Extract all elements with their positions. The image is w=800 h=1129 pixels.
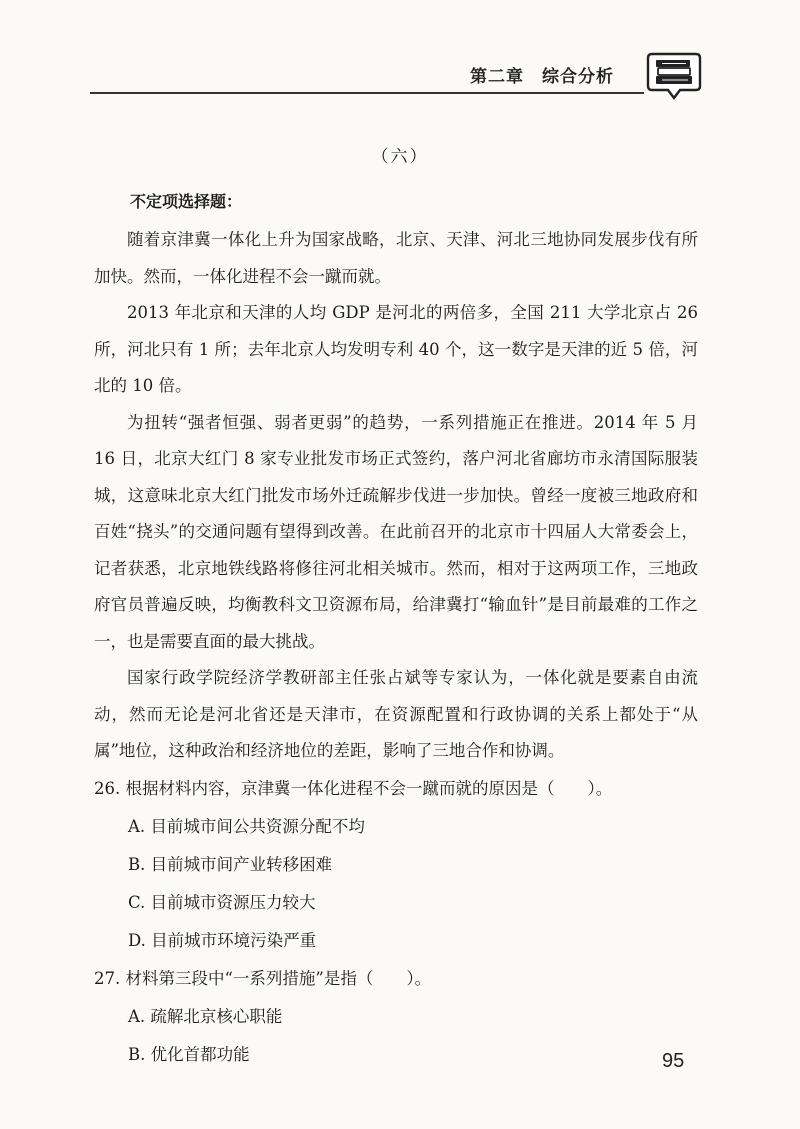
page-body [94,182,698,1074]
paragraph: 随着京津冀一体化上升为国家战略，北京、天津、河北三地协同发展步伐有所加快。然而，一体化进程不会一蹴而就。 [94,230,698,286]
page-number: 95 [662,1050,685,1072]
books-icon [646,50,702,100]
question-27-option-a: A. 疏解北京核心职能 [128,1006,283,1026]
section-title: （六） [371,147,429,167]
question-27-option-b: B. 优化首都功能 [128,1044,250,1064]
paragraph: 国家行政学院经济学教研部主任张占斌等专家认为，一体化就是要素自由流动，然而无论是河北省还是天津市，在资源配置和行政协调的关系上都处于“从属”地位，这种政治和经济地位的差距，影响了三地合作和协调。 [94,668,698,760]
question-27-stem: 27. 材料第三段中“一系列措施”是指（ ）。 [94,968,432,988]
question-26-option-b: B. 目前城市间产业转移困难 [128,854,333,874]
question-26-option-d: D. 目前城市环境污染严重 [128,930,317,950]
question-type-heading: 不定项选择题： [130,192,243,211]
question-26-option-a: A. 目前城市间公共资源分配不均 [128,816,365,836]
header-rule [90,92,644,94]
paragraph: 2013 年北京和天津的人均 GDP 是河北的两倍多，全国 211 大学北京占 26 所，河北只有 1 所；去年北京人均发明专利 40 个，这一数字是天津的近 5 倍，河北的 10 倍。 [94,303,698,395]
paragraph: 为扭转“强者恒强、弱者更弱”的趋势，一系列措施正在推进。2014 年 5 月 16 日，北京大红门 8 家专业批发市场正式签约，落户河北省廊坊市永清国际服装城，这意味北京大红门批发市场外迁疏解步伐进一步加快。曾经一度被三地政府和百姓“挠头”的交通问题有望得到改善。在此前召开的北京市十四届人大常委会上，记者获悉，北京地铁线路将修往河北相关城市。然而，相对于这两项工作，三地政府官员普遍反映，均衡教科文卫资源布局，给津冀打“输血针”是目前最难的工作之一，也是需要直面的最大挑战。 [94,412,698,651]
question-26-stem: 26. 根据材料内容，京津冀一体化进程不会一蹴而就的原因是（ ）。 [94,778,613,798]
question-26-option-c: C. 目前城市资源压力较大 [128,892,316,912]
chapter-title: 第二章 综合分析 [470,67,614,87]
